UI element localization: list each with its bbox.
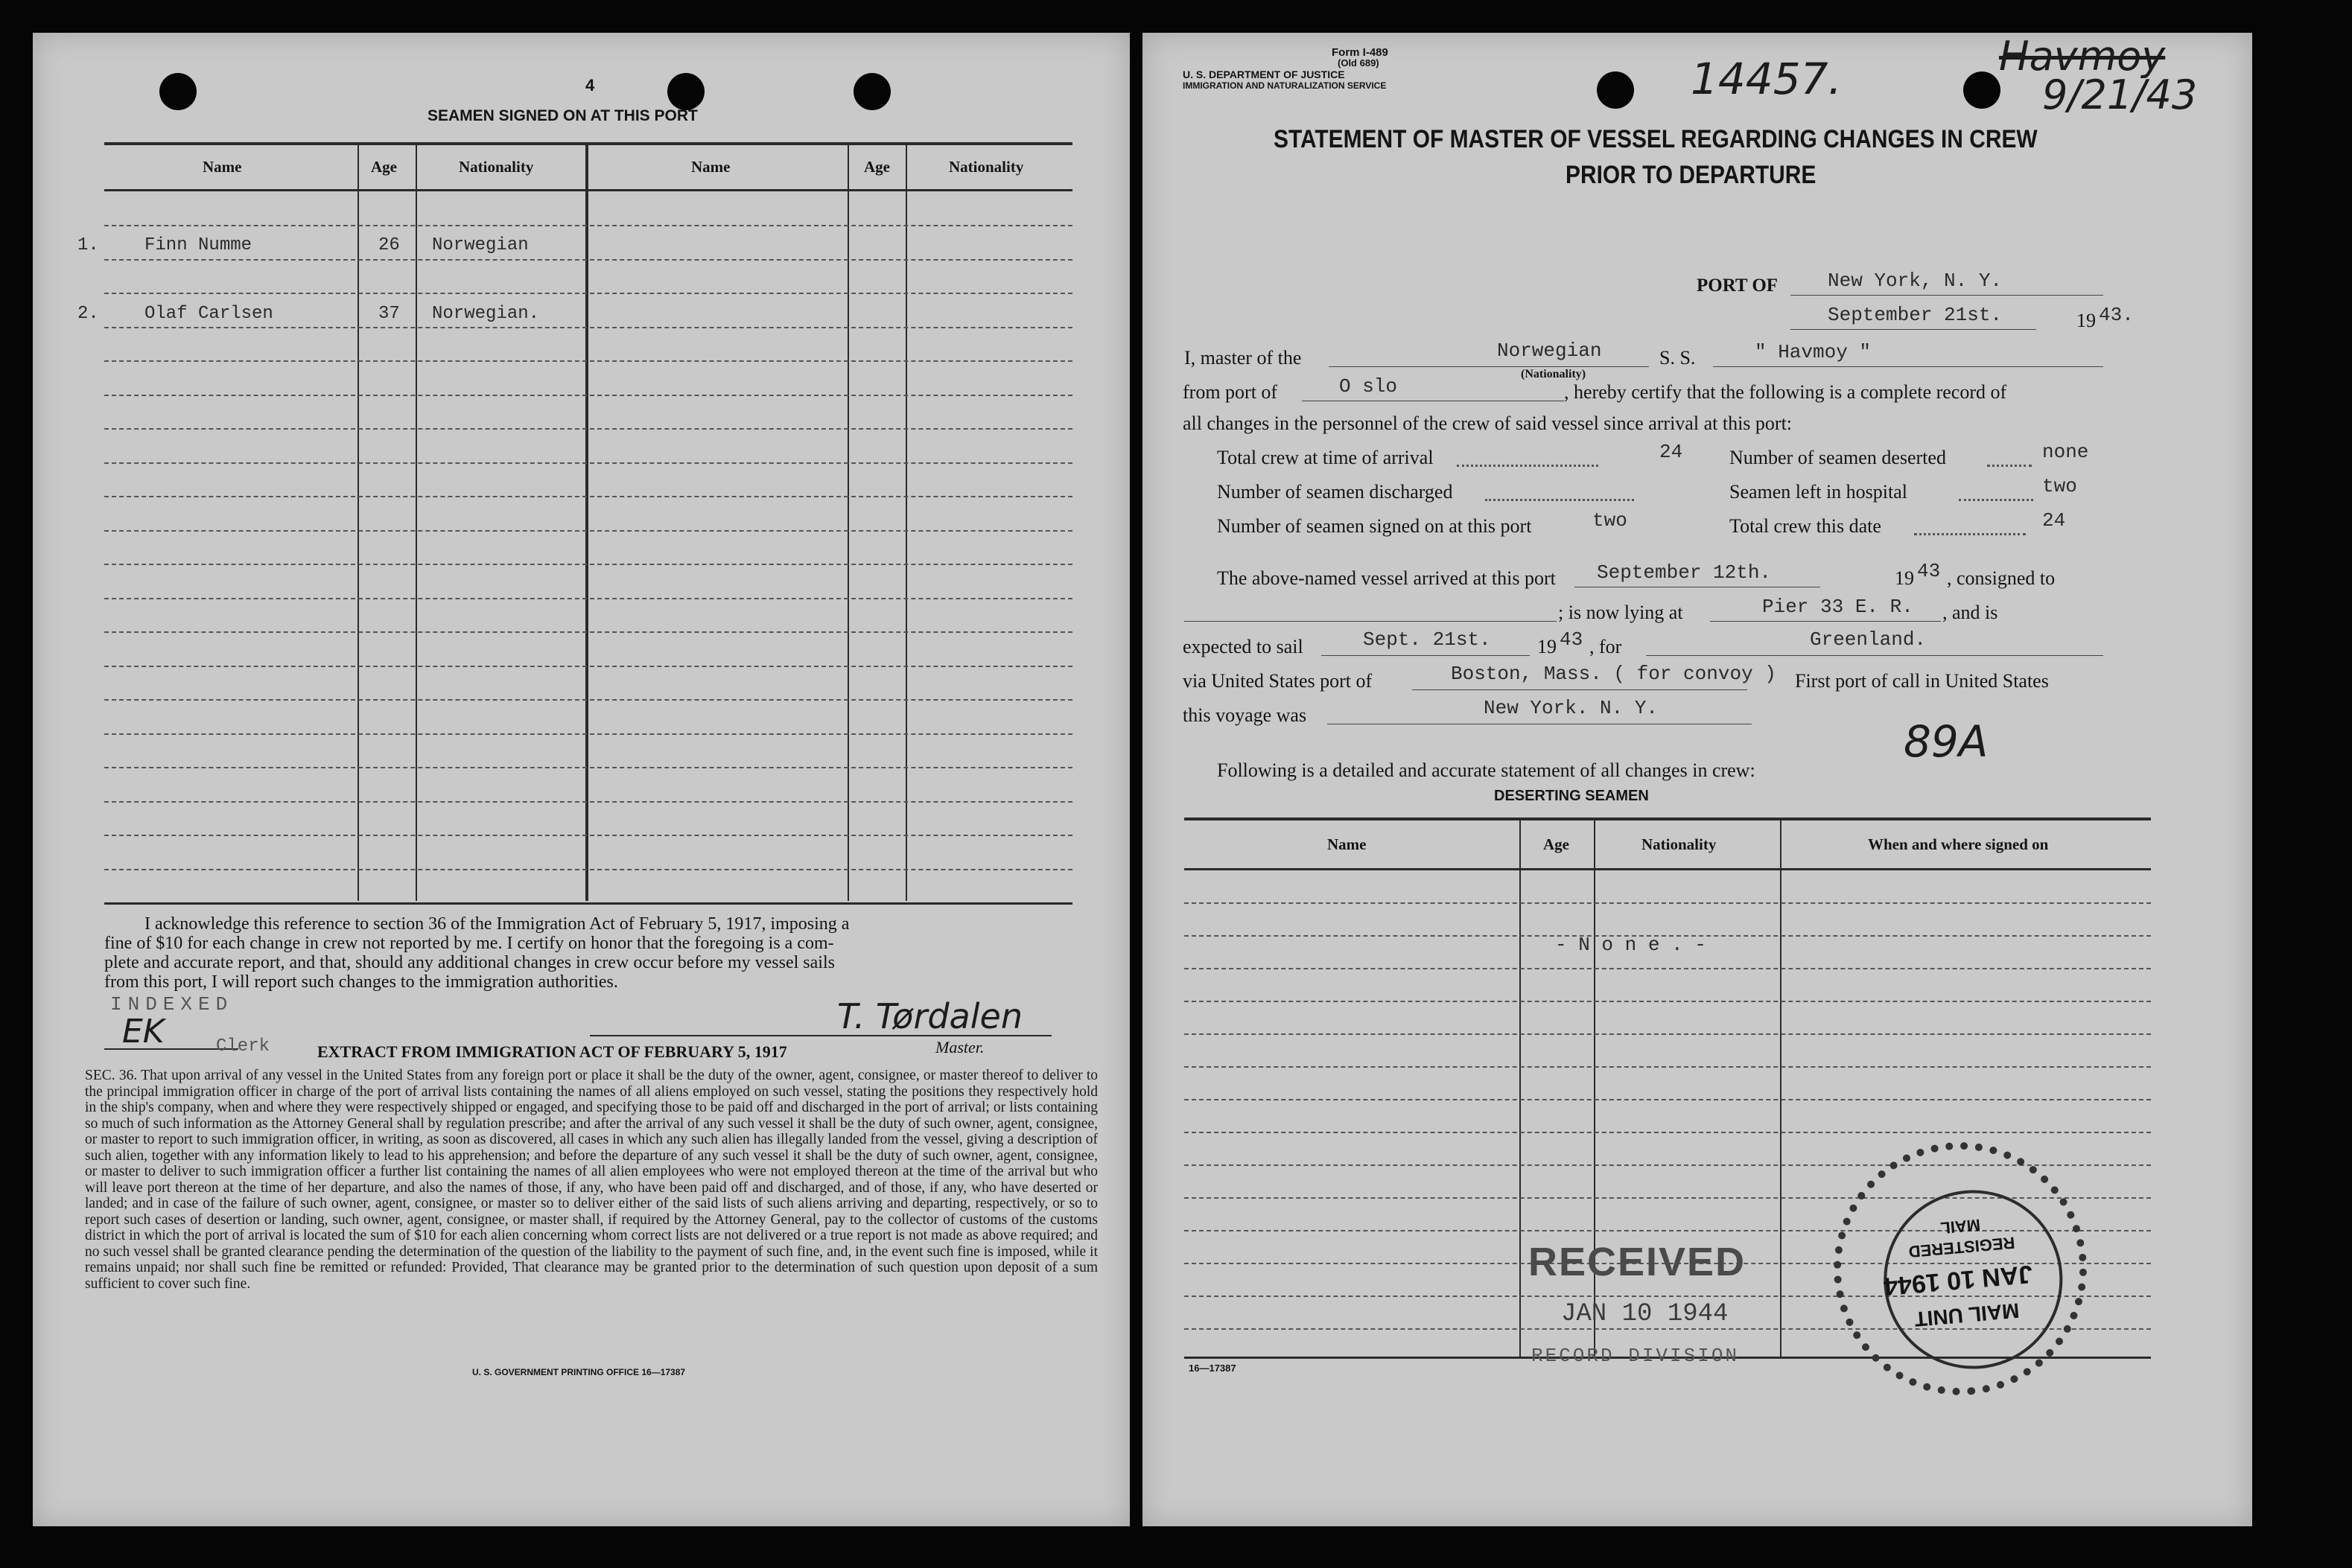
form-old: (Old 689) (1338, 57, 1379, 68)
acknowledgement-line: plete and accurate report, and that, should any additional changes in crew occur before my vessel sails (104, 953, 835, 972)
total-crew-arrival-value: 24 (1659, 441, 1683, 463)
table-rule (104, 869, 1072, 870)
first-port-label: First port of call in United States (1795, 670, 2049, 692)
deserted-label: Number of seamen deserted (1729, 447, 1946, 468)
deserting-title: DESERTING SEAMEN (1494, 788, 1649, 804)
nationality-caption: (Nationality) (1521, 368, 1586, 380)
right-page: Form I-489 (Old 689) U. S. DEPARTMENT OF JUSTICE IMMIGRATION AND NATURALIZATION SERVICE 14457. Havmoy 9/21/43 STATEMENT OF MASTER OF VESSEL REGARDING CHANGES IN CREW PRIOR TO DEPARTURE PORT OF New York, N. Y. September 21st. 19 43. I, master of the Norwegian (Nationality) S. S. " Havmoy " from port of O slo , hereby certify that the following is a complete record of all changes in the personnel of the crew of said vessel since arrival at this port: Total crew at time of arrival 24 Number of seamen deserted none Number of seamen discharged Seamen left in hospital two Number of seamen signed on at this port two Total crew this date 24 The above-named vessel arrived at this port September 12th. 19 43 , consigned to ; is now lying at Pier 33 E. R. , and is expected to sail Sept. 21st. 19 43 , for Greenland. via United States port of Boston, Mass. ( for convoy ) First port of call in United States this voyage was New York. N. Y. 89A Following is a detailed and accurate statement of all changes in crew: DESERTING SEAMEN Name Age Nationality When and where signed on - N o n e . - RECEIVED JAN 10 1944 RECORD DIVISION MAIL UNIT JAN 10 1944 REGISTERED MAIL 16—17387 (1142, 33, 2252, 1526)
total-crew-date-label: Total crew this date (1729, 515, 1881, 537)
acknowledgement-line: from this port, I will report such changes to the immigration authorities. (104, 972, 618, 992)
table-rule (104, 631, 1072, 633)
table-rule (104, 835, 1072, 836)
year-suffix: 43. (2099, 304, 2134, 326)
seaman-name: Finn Numme (144, 235, 252, 255)
table-rule (1184, 1132, 2151, 1133)
page-number: 4 (585, 76, 595, 95)
table-rule (104, 327, 1072, 328)
extract-title: EXTRACT FROM IMMIGRATION ACT OF FEBRUARY 5, 1917 (317, 1042, 787, 1061)
date-annotation: 9/21/43 (2042, 71, 2198, 118)
form-code: 16—17387 (1189, 1363, 1236, 1374)
printer-line: U. S. GOVERNMENT PRINTING OFFICE 16—17387 (472, 1367, 686, 1377)
binder-hole (854, 73, 891, 110)
service: IMMIGRATION AND NATURALIZATION SERVICE (1183, 80, 1387, 91)
total-crew-date-value: 24 (2042, 509, 2066, 532)
col-header-nationality: Nationality (1641, 835, 1717, 853)
ss-label: S. S. (1659, 347, 1696, 369)
seaman-age: 37 (378, 304, 400, 324)
lying-value: Pier 33 E. R. (1762, 596, 1913, 618)
voyage-label: this voyage was (1183, 704, 1307, 726)
table-rule (1184, 902, 2151, 904)
section-title: SEAMEN SIGNED ON AT THIS PORT (428, 107, 698, 124)
indexed-stamp: INDEXED (110, 993, 234, 1016)
and-is-label: , and is (1942, 602, 1998, 623)
port-label: PORT OF (1697, 275, 1779, 296)
table-rule (104, 530, 1072, 532)
expected-year-prefix: 19 (1537, 636, 1557, 657)
arrived-label: The above-named vessel arrived at this port (1217, 567, 1556, 589)
clerk-initials: EK (122, 1013, 165, 1051)
table-rule (1184, 1001, 2151, 1002)
expected-value: Sept. 21st. (1363, 628, 1491, 651)
discharged-label: Number of seamen discharged (1217, 481, 1453, 503)
from-port-value: O slo (1339, 375, 1398, 398)
col-header-name: Name (691, 158, 731, 176)
binder-hole (1597, 71, 1634, 109)
table-rule (104, 259, 1072, 261)
deserted-value: none (2042, 441, 2089, 463)
form-subtitle: PRIOR TO DEPARTURE (1566, 161, 1817, 189)
all-changes-text: all changes in the personnel of the crew of said vessel since arrival at this port: (1183, 412, 1793, 434)
from-port-label: from port of (1183, 381, 1278, 403)
table-rule (104, 428, 1072, 430)
table-rule (1184, 1099, 2151, 1100)
file-number: 14457. (1691, 54, 1842, 104)
code-annotation: 89A (1904, 716, 1989, 767)
table-rule (104, 293, 1072, 294)
for-value: Greenland. (1810, 628, 1927, 651)
col-header-nationality: Nationality (949, 158, 1024, 176)
expected-year: 43 (1560, 628, 1583, 651)
extract-text: SEC. 36. That upon arrival of any vessel in the United States from any foreign port or place it shall be the duty of the owner, agent, consignee, or master thereof to deliver to the principal immigration officer in charge of the port of arrival lists containing the names of all aliens employed on such vessel, stating the positions they respectively hold in the ship's company, when and where they were respectively shipped or engaged, and specifying those to be paid off and discharged in the port of arrival; or lists containing so much of such information as the Attorney General shall by regulation prescribe; and after the arrival of any such vessel it shall be the duty of such owner, agent, consignee, or master to report to such immigration officer, in writing, as soon as discovered, all cases in which any such alien has illegally landed from the vessel, giving a description of such alien, together with any information likely to lead to his apprehension; and before the departure of any such vessel it shall be the duty of such owner, agent, consignee, or master to deliver to such immigration officer a further list containing the names of all alien employees who were not employed thereon at the time of the arrival but who will leave port thereon at the time of her departure, and also the names of those, if any, who have been paid off and discharged, and of those, if any, who have deserted or landed; and in case of the failure of such owner, agent, consignee, or master so to deliver either of the said lists of such aliens arriving and departing, respectively, or so to report such cases of desertion or landing, such owner, agent, consignee, or master shall, if required by the Attorney General, pay to the collector of customs of the customs district in which the port of arrival is located the sum of $10 for each alien concerning whom correct lists are not delivered or a true report is not made as above required; and no such vessel shall be granted clearance pending the determination of the question of the liability to the payment of such fine, and, in the event such fine is imposed, while it remains unpaid; nor shall such fine be remitted or refunded: Provided, That clearance may be granted prior to the determination of such question upon deposit of a sum sufficient to cover such fine. (85, 1068, 1098, 1292)
seaman-nationality: Norwegian (432, 235, 529, 255)
signed-on-value: two (1592, 509, 1627, 532)
port-value: New York, N. Y. (1828, 270, 2003, 292)
nationality-value: Norwegian (1497, 340, 1602, 362)
col-header-age: Age (1543, 835, 1569, 853)
table-rule (104, 666, 1072, 667)
left-page (33, 33, 1130, 1526)
row-number: 2. (77, 304, 99, 324)
table-rule (104, 360, 1072, 362)
table-rule (1184, 1033, 2151, 1035)
arrived-year: 43 (1917, 560, 1941, 582)
table-rule (1184, 968, 2151, 969)
row-number: 1. (77, 235, 99, 255)
binder-hole (667, 73, 705, 110)
form-title: STATEMENT OF MASTER OF VESSEL REGARDING CHANGES IN CREW (1274, 125, 2038, 153)
seaman-age: 26 (378, 235, 400, 255)
seaman-name: Olaf Carlsen (144, 304, 273, 324)
ship-name: " Havmoy " (1755, 341, 1872, 363)
hospital-value: two (2042, 475, 2077, 497)
table-rule (104, 496, 1072, 497)
acknowledgement-line: I acknowledge this reference to section 36 of the Immigration Act of February 5, 1917, imposing a (144, 914, 850, 934)
lying-label: ; is now lying at (1558, 602, 1683, 623)
year-prefix: 19 (2076, 310, 2096, 331)
mail-unit-stamp: MAIL UNIT JAN 10 1944 REGISTERED MAIL (1823, 1132, 2097, 1406)
col-header-age: Age (371, 158, 397, 176)
col-header-name: Name (203, 158, 242, 176)
via-value: Boston, Mass. ( for convoy ) (1451, 663, 1776, 685)
seaman-nationality: Norwegian. (432, 304, 540, 324)
hospital-label: Seamen left in hospital (1729, 481, 1908, 503)
table-rule (104, 733, 1072, 735)
table-rule (104, 699, 1072, 701)
table-rule (104, 462, 1072, 464)
table-rule (104, 801, 1072, 803)
col-header-when-where: When and where signed on (1868, 835, 2049, 853)
master-label: Master. (935, 1038, 985, 1057)
voyage-value: New York. N. Y. (1484, 697, 1659, 719)
binder-hole (159, 73, 197, 110)
clerk-label: Clerk (216, 1036, 270, 1057)
table-rule (1184, 1066, 2151, 1068)
signed-on-label: Number of seamen signed on at this port (1217, 515, 1532, 537)
via-label: via United States port of (1183, 670, 1373, 692)
table-rule (104, 225, 1072, 226)
total-crew-arrival-label: Total crew at time of arrival (1217, 447, 1434, 468)
table-rule (104, 767, 1072, 768)
table-rule (104, 598, 1072, 599)
col-header-name: Name (1327, 835, 1367, 853)
col-header-age: Age (864, 158, 890, 176)
acknowledgement-line: fine of $10 for each change in crew not reported by me. I certify on honor that the foregoing is a com- (104, 934, 834, 953)
table-rule (104, 395, 1072, 396)
department: U. S. DEPARTMENT OF JUSTICE (1183, 68, 1345, 80)
table-rule (104, 564, 1072, 565)
form-number: Form I-489 (1332, 46, 1388, 59)
master-of-label: I, master of the (1184, 347, 1302, 369)
col-header-nationality: Nationality (459, 158, 534, 176)
ship-annotation: Havmoy (1999, 33, 2166, 80)
deserting-entry: - N o n e . - (1555, 934, 1706, 956)
arrived-year-prefix: 19 (1895, 567, 1914, 589)
expected-label: expected to sail (1183, 636, 1303, 657)
date-value: September 21st. (1828, 304, 2003, 326)
certify-text: , hereby certify that the following is a complete record of (1564, 381, 2007, 403)
binder-hole (1963, 71, 2000, 109)
master-signature: T. Tørdalen (837, 996, 1023, 1036)
for-label: , for (1589, 636, 1622, 657)
arrived-value: September 12th. (1597, 561, 1772, 584)
following-text: Following is a detailed and accurate statement of all changes in crew: (1217, 759, 1755, 781)
consigned-label: , consigned to (1947, 567, 2056, 589)
